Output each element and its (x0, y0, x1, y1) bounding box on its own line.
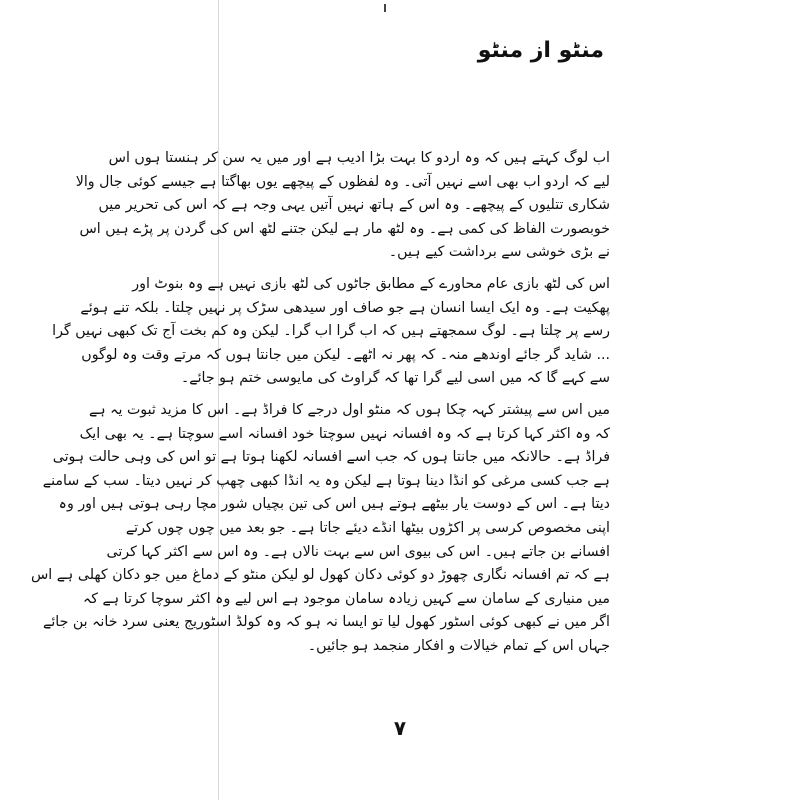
text-line: سے کہے گا کہ میں اسی لیے گرا تھا کہ گراوٹ کی مایوسی ختم ہو جائے۔ (180, 370, 610, 387)
text-line: میں منیاری کے سامان سے کہیں زیادہ سامان موجود ہے اس لیے وہ اکثر سوچا کرتا ہے کہ (82, 590, 610, 607)
paragraph-3 (30, 399, 610, 659)
text-line: پھکیت ہے۔ وہ ایک ایسا انسان ہے جو صاف اور سیدھی سڑک پر نہیں چلتا۔ بلکہ تنے ہوئے (80, 299, 610, 316)
scan-edge-mark (384, 4, 386, 12)
text-line: ہے جب کسی مرغی کو انڈا دینا ہوتا ہے لیکن وہ یہ انڈا کبھی چھپ کر نہیں دیتا۔ سب کے سامنے (42, 472, 610, 489)
text-line: افسانے بن جاتے ہیں۔ اس کی بیوی اس سے بہت نالاں ہے۔ وہ اس سے اکثر کہا کرتی (106, 543, 610, 560)
page-number: ۷ (393, 716, 407, 740)
paragraph-1 (75, 147, 610, 265)
text-line: ہے کہ تم افسانہ نگاری چھوڑ دو کوئی دکان کھول لو لیکن منٹو کے دماغ میں جو دکان کھلی ہے اس (30, 567, 610, 584)
text-line: جہاں اس کے تمام خیالات و افکار منجمد ہو جائیں۔ (307, 637, 610, 654)
page-title: منٹو از منٹو (477, 38, 604, 63)
text-line: رسے پر چلتا ہے۔ لوگ سمجھتے ہیں کہ اب گرا اب گرا۔ لیکن وہ کم بخت آج تک کبھی نہیں گرا (52, 323, 610, 340)
text-line: اپنی مخصوص کرسی پر اکڑوں بیٹھا انڈے دیئے جاتا ہے۔ جو بعد میں چوں چوں کرتے (125, 519, 610, 536)
text-line: دیتا ہے۔ اس کے دوست یار بیٹھے ہوتے ہیں اس کی تین بچیاں شور مچا رہی ہوتی ہیں اور وہ (58, 496, 610, 513)
text-line: لیے کہ اردو اب بھی اسے نہیں آتی۔ وہ لفظوں کے پیچھے یوں بھاگتا ہے جیسے کوئی جال والا (75, 173, 610, 190)
text-line: نے بڑی خوشی سے برداشت کیے ہیں۔ (388, 244, 610, 261)
text-line: اس کی لٹھ بازی عام محاورے کے مطابق جاٹوں کی لٹھ بازی نہیں ہے وہ بنوٹ اور (132, 275, 610, 292)
text-line: اب لوگ کہتے ہیں کہ وہ اردو کا بہت بڑا ادیب ہے اور میں یہ سن کر ہنستا ہوں اس (108, 150, 610, 166)
text-line: اگر میں نے کبھی کوئی اسٹور کھول لیا تو ایسا نہ ہو کہ وہ کولڈ اسٹوریج یعنی سرد خانہ بن جائے (43, 614, 610, 631)
text-line: فراڈ ہے۔ حالانکہ میں جانتا ہوں کہ جب اسے افسانہ لکھنا ہوتا ہے تو اس کی وہی حالت ہوتی (52, 449, 610, 466)
text-line: کہ وہ اکثر کہا کرتا ہے کہ وہ افسانہ نہیں سوچتا خود افسانہ اسے سوچتا ہے۔ یہ بھی ایک (79, 425, 610, 442)
paragraph-2 (52, 273, 610, 391)
text-line: ... شاید گر جائے اوندھے منہ۔ کہ پھر نہ اٹھے۔ لیکن میں جانتا ہوں کہ مرتے وقت وہ لوگوں (81, 346, 610, 363)
text-line: خوبصورت الفاظ کی کمی ہے۔ وہ لٹھ مار ہے لیکن جتنے لٹھ اس کی گردن پر پڑے ہیں اس (79, 220, 610, 237)
text-line: میں اس سے پیشتر کہہ چکا ہوں کہ منٹو اول درجے کا فراڈ ہے۔ اس کا مزید ثبوت یہ ہے (89, 401, 610, 418)
body-text (30, 147, 610, 666)
text-line: شکاری تتلیوں کے پیچھے۔ وہ اس کے ہاتھ نہیں آتیں یہی وجہ ہے کہ اس کی تحریر میں (98, 197, 610, 214)
